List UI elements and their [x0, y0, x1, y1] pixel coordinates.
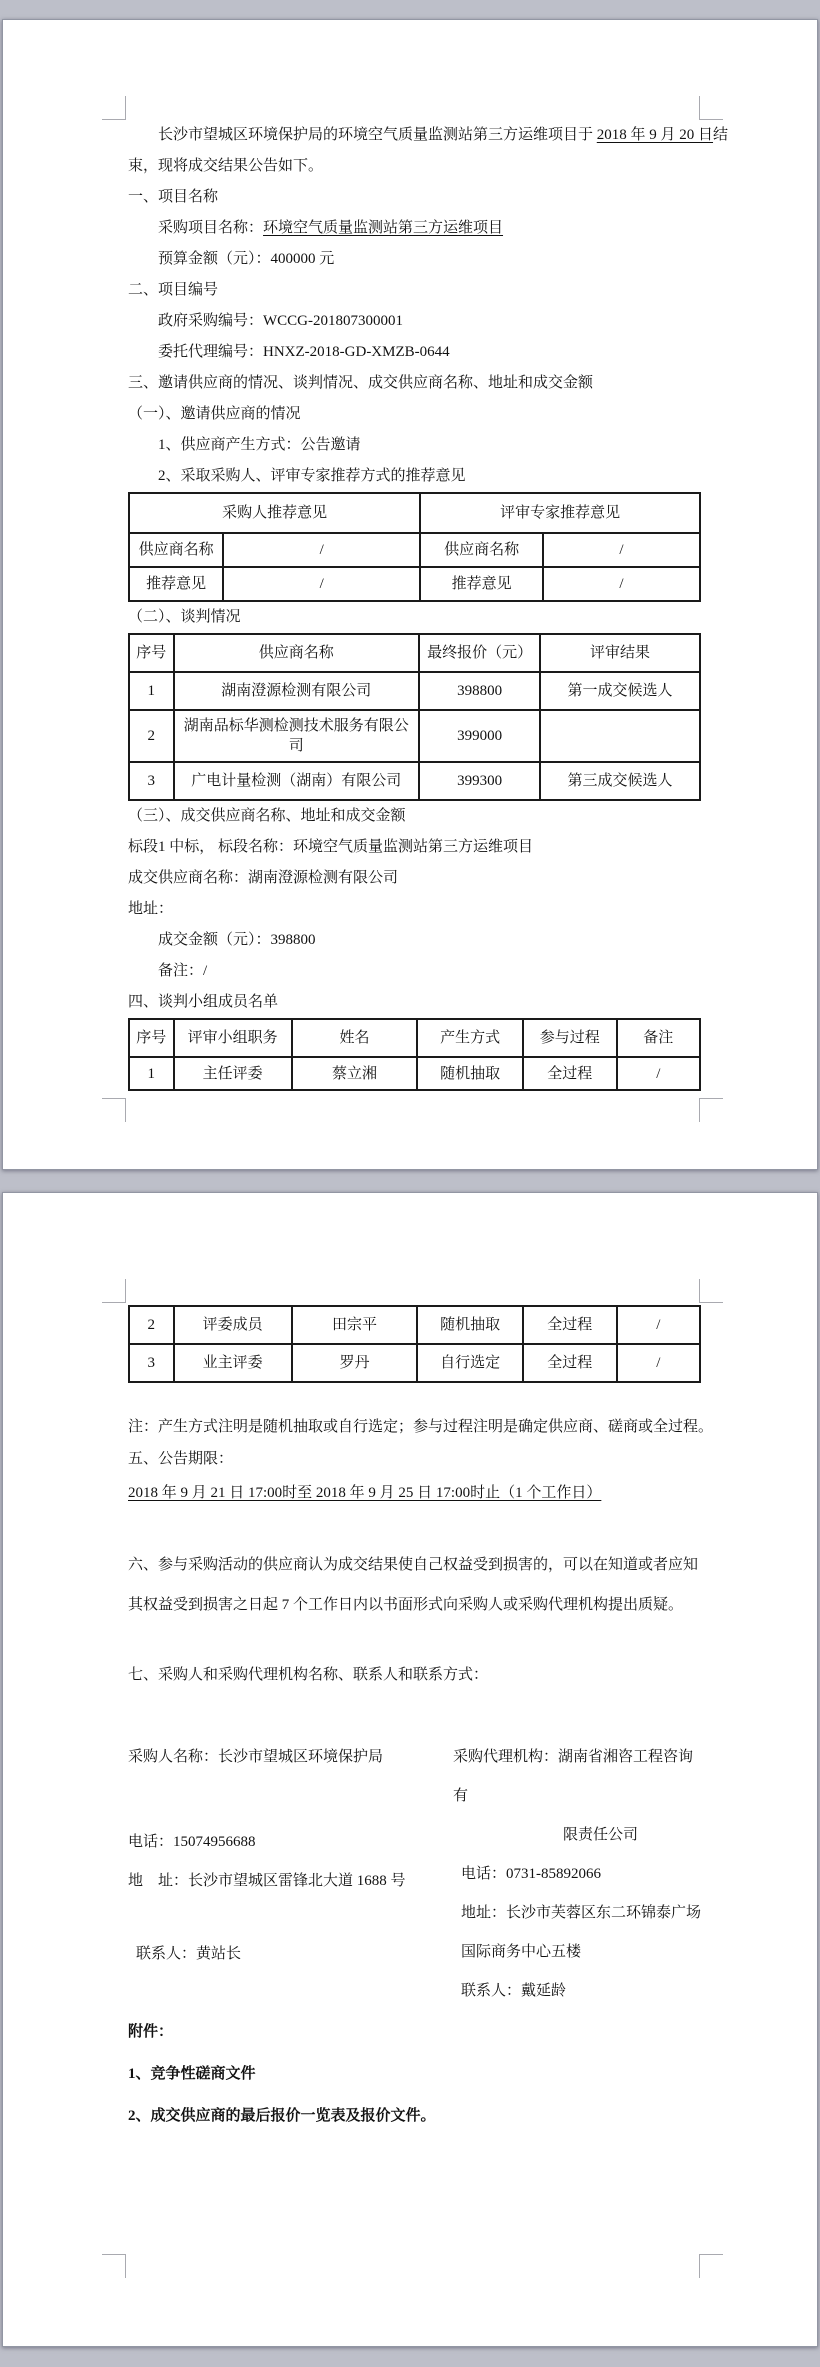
section-3-sub-2: （二）、谈判情况	[128, 609, 241, 625]
table-recommendation	[128, 492, 701, 602]
table-row	[129, 1344, 700, 1382]
agent-name-line-2: 限责任公司	[563, 1827, 639, 1843]
table-panel	[128, 1018, 701, 1091]
table-cell: 供应商名称	[129, 533, 223, 567]
agent-contact: 联系人：戴延龄	[461, 1983, 567, 1999]
contact-block	[128, 1738, 702, 1999]
table-row	[129, 672, 700, 710]
purchaser-phone: 电话：15074956688	[128, 1834, 256, 1850]
table-cell: /	[543, 567, 700, 601]
section-3-heading: 三、邀请供应商的情况、谈判情况、成交供应商名称、地址和成交金额	[128, 375, 594, 391]
table-cell: 评审结果	[540, 634, 700, 672]
agent-phone: 电话：0731-85892066	[461, 1866, 601, 1882]
table-row	[129, 1306, 700, 1344]
purchaser-name: 采购人名称：长沙市望城区环境保护局	[128, 1749, 384, 1765]
intro-line-2: 束，现将成交结果公告如下。	[128, 158, 324, 174]
project-name-label: 采购项目名称：	[158, 220, 264, 236]
table-cell: 主任评委	[174, 1057, 292, 1090]
page-1[interactable]	[2, 19, 818, 1170]
table-panel-continued	[128, 1305, 701, 1383]
intro-end-date: 2018 年 9 月 20 日	[596, 127, 714, 143]
table-cell: /	[617, 1306, 700, 1344]
table-cell: 评委成员	[174, 1306, 292, 1344]
agent-name-line-1: 采购代理机构：湖南省湘咨工程咨询有	[453, 1749, 694, 1804]
table-negotiation	[128, 633, 701, 801]
table-cell: 罗丹	[292, 1344, 418, 1382]
table-row	[129, 533, 700, 567]
table-cell: 湖南澄源检测有限公司	[174, 672, 420, 710]
page-1-content	[128, 120, 729, 1091]
lot-line: 标段1 中标， 标段名称：环境空气质量监测站第三方运维项目	[128, 839, 534, 855]
table-cell: 业主评委	[174, 1344, 292, 1382]
table-cell: 随机抽取	[417, 1306, 523, 1344]
gov-procurement-code: 政府采购编号：WCCG-201807300001	[158, 313, 403, 329]
section-4-heading: 四、谈判小组成员名单	[128, 994, 279, 1010]
table-row	[129, 634, 700, 672]
recommend-method-line: 2、采取采购人、评审专家推荐方式的推荐意见	[158, 468, 466, 484]
table-cell: 第一成交候选人	[540, 672, 700, 710]
intro-line-1	[128, 120, 729, 151]
table-row	[129, 493, 700, 533]
attachments-heading: 附件：	[128, 2024, 174, 2040]
table-cell: 田宗平	[292, 1306, 418, 1344]
table-cell: 备注	[617, 1019, 700, 1057]
address-line: 地址：	[128, 901, 174, 917]
crop-mark-top-right	[699, 1279, 723, 1303]
purchaser-contact: 联系人：黄站长	[136, 1946, 242, 1962]
crop-mark-bottom-left	[102, 2254, 126, 2278]
table-cell: 评审小组职务	[174, 1019, 292, 1057]
table-cell: /	[223, 567, 420, 601]
table-cell: 序号	[129, 634, 174, 672]
crop-mark-top-left	[102, 1279, 126, 1303]
table-cell: 自行选定	[417, 1344, 523, 1382]
table-cell: /	[223, 533, 420, 567]
table-cell: 序号	[129, 1019, 174, 1057]
table-cell: 供应商名称	[174, 634, 420, 672]
table-cell: 供应商名称	[420, 533, 543, 567]
table-cell: 399000	[419, 710, 540, 762]
table-row	[129, 710, 700, 762]
table-row	[129, 567, 700, 601]
attachment-item-2: 2、成交供应商的最后报价一览表及报价文件。	[128, 2108, 436, 2124]
agent-address-line-1: 地址：长沙市芙蓉区东二环锦泰广场	[461, 1905, 702, 1921]
table-cell: 全过程	[523, 1306, 617, 1344]
table-cell: 采购人推荐意见	[129, 493, 420, 533]
table-row	[129, 1057, 700, 1090]
table-cell: 第三成交候选人	[540, 762, 700, 800]
table-cell	[540, 710, 700, 762]
contact-purchaser	[128, 1738, 428, 1974]
table-cell: 推荐意见	[129, 567, 223, 601]
table-cell: 评审专家推荐意见	[420, 493, 700, 533]
contact-agent	[453, 1738, 703, 2011]
section-2-heading: 二、项目编号	[128, 282, 219, 298]
table-cell: 广电计量检测（湖南）有限公司	[174, 762, 420, 800]
table-cell: /	[543, 533, 700, 567]
attachments-block	[128, 2011, 701, 2137]
table-cell: 1	[129, 1057, 174, 1090]
section-5-heading: 五、公告期限：	[128, 1451, 234, 1467]
section-1-heading: 一、项目名称	[128, 189, 219, 205]
table-cell: 参与过程	[523, 1019, 617, 1057]
supplier-source-line: 1、供应商产生方式：公告邀请	[158, 437, 361, 453]
crop-mark-bottom-left	[102, 1098, 126, 1122]
intro-text-post: 结	[713, 127, 729, 143]
table-cell: 398800	[419, 672, 540, 710]
section-6-paragraph: 六、参与采购活动的供应商认为成交结果使自己权益受到损害的，可以在知道或者应知其权益受到损害之日起 7 个工作日内以书面形式向采购人或采购代理机构提出质疑。	[128, 1557, 699, 1613]
table-cell: 产生方式	[417, 1019, 523, 1057]
section-3-sub-3: （三）、成交供应商名称、地址和成交金额	[128, 808, 406, 824]
crop-mark-bottom-right	[699, 2254, 723, 2278]
table-cell: 1	[129, 672, 174, 710]
awarded-supplier-line: 成交供应商名称：湖南澄源检测有限公司	[128, 870, 399, 886]
project-name-value: 环境空气质量监测站第三方运维项目	[263, 220, 504, 236]
attachment-item-1: 1、竞争性磋商文件	[128, 2066, 256, 2082]
table-cell: 推荐意见	[420, 567, 543, 601]
budget-line: 预算金额（元）：400000 元	[158, 251, 335, 267]
project-name-line	[128, 213, 701, 244]
crop-mark-top-right	[699, 96, 723, 120]
purchaser-address: 地 址：长沙市望城区雷锋北大道 1688 号	[128, 1873, 406, 1889]
agency-code: 委托代理编号：HNXZ-2018-GD-XMZB-0644	[158, 344, 450, 360]
table-row	[129, 1019, 700, 1057]
table-cell: 最终报价（元）	[419, 634, 540, 672]
agent-address-line-2: 国际商务中心五楼	[461, 1944, 582, 1960]
table-cell: 3	[129, 762, 174, 800]
table-cell: 蔡立湘	[292, 1057, 418, 1090]
crop-mark-bottom-right	[699, 1098, 723, 1122]
remark-line: 备注：/	[158, 963, 208, 979]
section-7-heading: 七、采购人和采购代理机构名称、联系人和联系方式：	[128, 1667, 489, 1683]
crop-mark-top-left	[102, 96, 126, 120]
table-cell: 399300	[419, 762, 540, 800]
table-row	[129, 762, 700, 800]
table-cell: 3	[129, 1344, 174, 1382]
table-cell: 随机抽取	[417, 1057, 523, 1090]
table-cell: 姓名	[292, 1019, 418, 1057]
table-cell: 全过程	[523, 1057, 617, 1090]
table-cell: 湖南品标华测检测技术服务有限公司	[174, 710, 420, 762]
table-cell: 2	[129, 710, 174, 762]
table-cell: 全过程	[523, 1344, 617, 1382]
table-cell: /	[617, 1344, 700, 1382]
table-cell: 2	[129, 1306, 174, 1344]
table-cell: /	[617, 1057, 700, 1090]
page-2[interactable]	[2, 1192, 818, 2347]
announcement-period: 2018 年 9 月 21 日 17:00时至 2018 年 9 月 25 日 17:00时止（1 个工作日）	[128, 1485, 602, 1501]
intro-text-pre: 长沙市望城区环境保护局的环境空气质量监测站第三方运维项目于	[158, 127, 597, 143]
panel-note: 注：产生方式注明是随机抽取或自行选定；参与过程注明是确定供应商、磋商或全过程。	[128, 1419, 714, 1435]
section-3-sub-1: （一）、邀请供应商的情况	[128, 406, 301, 422]
award-amount-line: 成交金额（元）：398800	[158, 932, 316, 948]
